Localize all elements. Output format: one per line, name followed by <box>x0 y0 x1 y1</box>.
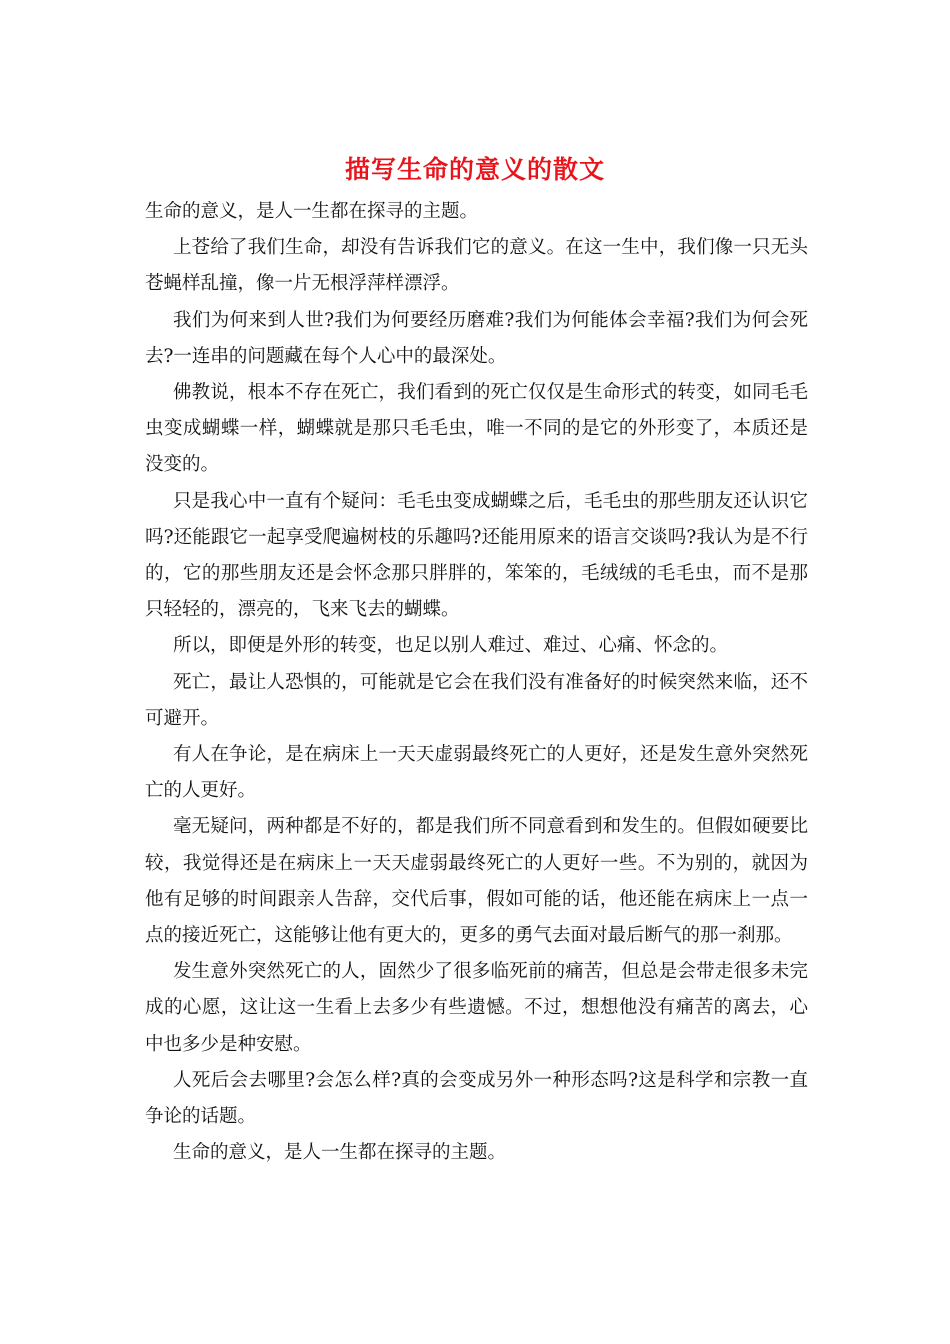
paragraph: 生命的意义，是人一生都在探寻的主题。 <box>173 1142 507 1164</box>
paragraph: 上苍给了我们生命，却没有告诉我们它的意义。在这一生中，我们像一只无头苍蝇样乱撞，像一片无根浮萍样漂浮。 <box>145 237 808 295</box>
paragraph: 生命的意义，是人一生都在探寻的主题。 <box>145 201 479 222</box>
document-title: 描写生命的意义的散文 <box>344 155 605 184</box>
paragraph: 所以，即便是外形的转变，也足以别人难过、难过、心痛、怀念的。 <box>173 635 729 657</box>
paragraph: 有人在争论，是在病床上一天天虚弱最终死亡的人更好，还是发生意外突然死亡的人更好。 <box>145 744 808 802</box>
paragraph: 人死后会去哪里?会怎么样?真的会变成另外一种形态吗?这是科学和宗教一直争论的话题。 <box>145 1069 808 1128</box>
paragraph: 我们为何来到人世?我们为何要经历磨难?我们为何能体会幸福?我们为何会死去?一连串的问题藏在每个人心中的最深处。 <box>145 309 808 367</box>
paragraph: 毫无疑问，两种都是不好的，都是我们所不同意看到和发生的。但假如硬要比较，我觉得还是在病床上一天天虚弱最终死亡的人更好一些。不为别的，就因为他有足够的时间跟亲人告辞，交代后事，假如可能的话，他还能在病床上一点一点的接近死亡，这能够让他有更大的，更多的勇气去面对最后断气的那一刹那。 <box>145 816 808 947</box>
document-body <box>145 194 808 1171</box>
paragraph: 发生意外突然死亡的人，固然少了很多临死前的痛苦，但总是会带走很多未完成的心愿，这让这一生看上去多少有些遗憾。不过，想想他没有痛苦的离去，心中也多少是种安慰。 <box>145 961 808 1055</box>
paragraph: 死亡，最让人恐惧的，可能就是它会在我们没有准备好的时候突然来临，还不可避开。 <box>145 671 808 729</box>
paragraph: 只是我心中一直有个疑问：毛毛虫变成蝴蝶之后，毛毛虫的那些朋友还认识它吗?还能跟它一起享受爬遍树枝的乐趣吗?还能用原来的语言交谈吗?我认为是不行的，它的那些朋友还是会怀念那只胖胖的，笨笨的，毛绒绒的毛毛虫，而不是那只轻轻的，漂亮的，飞来飞去的蝴蝶。 <box>145 490 808 621</box>
paragraph: 佛教说，根本不存在死亡，我们看到的死亡仅仅是生命形式的转变，如同毛毛虫变成蝴蝶一样，蝴蝶就是那只毛毛虫，唯一不同的是它的外形变了，本质还是没变的。 <box>145 382 808 476</box>
